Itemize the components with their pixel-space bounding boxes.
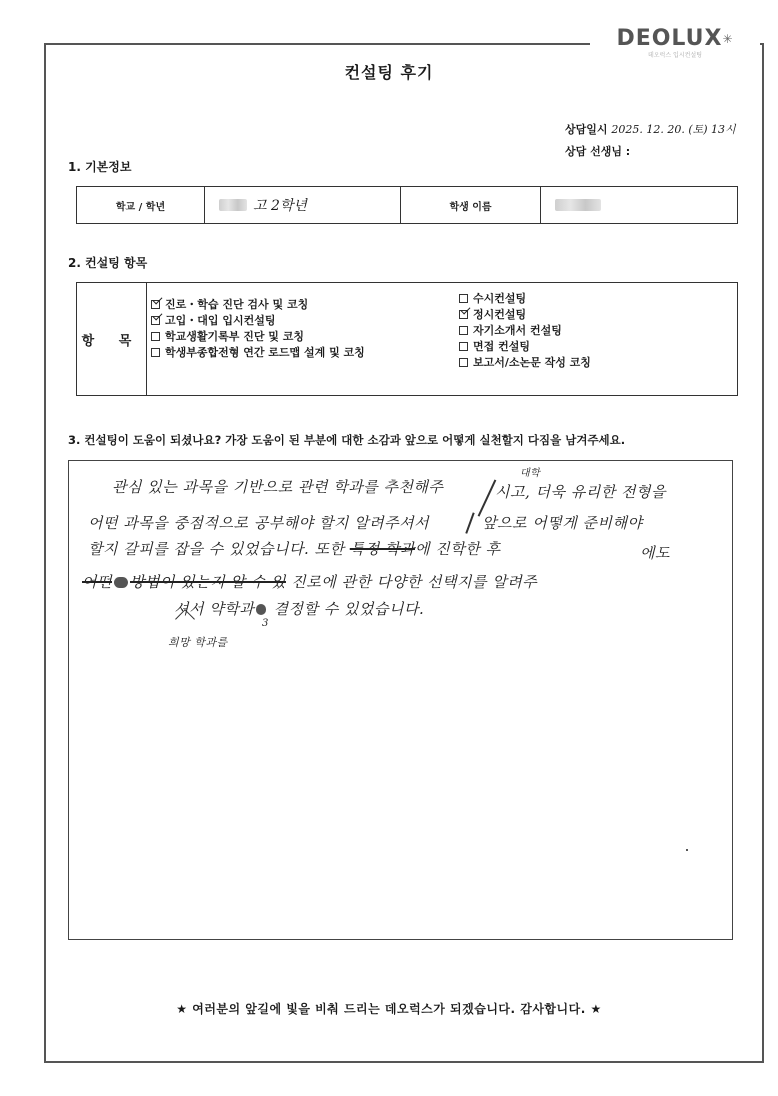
items-left-column bbox=[147, 283, 455, 395]
items-right-column bbox=[455, 283, 735, 395]
consult-teacher-label: 상담 선생님 : bbox=[565, 145, 631, 158]
option-item: 진로・학습 진단 검사 및 코칭 bbox=[151, 297, 455, 313]
handwritten-line: 앞으로 어떻게 준비해야 bbox=[482, 514, 643, 532]
student-name-header: 학생 이름 bbox=[401, 187, 541, 223]
struck-text: 어떤 bbox=[82, 573, 112, 591]
consult-date bbox=[565, 121, 736, 137]
section-basic-info-label: 1. 기본정보 bbox=[68, 160, 132, 174]
option-item: 정시컨설팅 bbox=[459, 307, 735, 323]
brand-logo-subtitle: 데오럭스 입시컨설팅 bbox=[647, 52, 703, 59]
school-grade-value: 고 2학년 bbox=[253, 198, 307, 214]
feedback-question: 3. 컨설팅이 도움이 되셨나요? 가장 도움이 된 부분에 대한 소감과 앞으로 어떻게 실천할지 다짐을 남겨주세요. bbox=[68, 433, 626, 447]
option-item: 보고서/소논문 작성 코칭 bbox=[459, 355, 735, 371]
section-items-label: 2. 컨설팅 항목 bbox=[68, 256, 148, 270]
consult-teacher bbox=[565, 143, 630, 159]
school-grade-cell bbox=[205, 187, 401, 223]
checkbox-icon[interactable] bbox=[151, 332, 160, 341]
handwritten-line: 할지 갈피를 잡을 수 있었습니다. 또한 특정 학과에 진학한 후 bbox=[88, 540, 501, 558]
consult-date-label: 상담일시 bbox=[565, 123, 608, 136]
option-item: 면접 컨설팅 bbox=[459, 339, 735, 355]
checkbox-icon[interactable] bbox=[459, 342, 468, 351]
scribble-mark bbox=[256, 604, 266, 615]
checkbox-icon[interactable] bbox=[459, 294, 468, 303]
redacted-block bbox=[219, 199, 247, 211]
handwritten-note: 희망 학과를 bbox=[168, 636, 228, 649]
basic-info-table bbox=[76, 186, 738, 224]
items-row-header: 항 목 bbox=[77, 283, 147, 395]
handwritten-line: 셔서 약학과 결정할 수 있었습니다. bbox=[174, 600, 425, 618]
option-item: 학생부종합전형 연간 로드맵 설계 및 코칭 bbox=[151, 345, 455, 361]
scribble-mark bbox=[114, 577, 128, 588]
student-name-cell bbox=[541, 187, 736, 223]
option-item: 학교생활기록부 진단 및 코칭 bbox=[151, 329, 455, 345]
checkbox-icon[interactable] bbox=[151, 348, 160, 357]
ink-dot bbox=[686, 849, 688, 851]
handwritten-insert: 대학 bbox=[520, 468, 541, 479]
checkbox-icon[interactable] bbox=[459, 358, 468, 367]
checkbox-checked-icon[interactable] bbox=[151, 300, 160, 309]
handwritten-line: 관심 있는 과목을 기반으로 관련 학과를 추천해주 bbox=[112, 478, 444, 496]
struck-text: 방법이 있는지 알 수 있 bbox=[129, 573, 286, 591]
footer-message: ★ 여러분의 앞길에 빛을 비춰 드리는 데오럭스가 되겠습니다. 감사합니다. ★ bbox=[176, 1002, 602, 1016]
checkbox-checked-icon[interactable] bbox=[459, 310, 468, 319]
page-title: 컨설팅 후기 bbox=[344, 63, 434, 82]
sparkle-icon: ✳ bbox=[722, 32, 734, 46]
brand-logo: DEOLUX✳ 데오럭스 입시컨설팅 bbox=[590, 26, 760, 62]
consulting-items-table bbox=[76, 282, 738, 396]
handwritten-mark: 3 bbox=[262, 618, 269, 629]
option-item: 자기소개서 컨설팅 bbox=[459, 323, 735, 339]
handwritten-line: 에도 bbox=[640, 544, 670, 562]
school-grade-header: 학교 / 학년 bbox=[77, 187, 205, 223]
option-item: 수시컨설팅 bbox=[459, 291, 735, 307]
consult-date-value: 2025. 12. 20. (토) 13시 bbox=[611, 123, 736, 136]
checkbox-checked-icon[interactable] bbox=[151, 316, 160, 325]
checkbox-icon[interactable] bbox=[459, 326, 468, 335]
handwritten-line: 어떤 방법이 있는지 알 수 있 진로에 관한 다양한 선택지를 알려주 bbox=[82, 573, 538, 591]
struck-text: 특정 학과 bbox=[349, 540, 415, 558]
redacted-block bbox=[555, 199, 601, 211]
handwritten-line: 어떤 과목을 중점적으로 공부해야 할지 알려주셔서 bbox=[88, 514, 430, 532]
handwritten-line: 시고, 더욱 유리한 전형을 bbox=[495, 483, 666, 501]
option-item: 고입・대입 입시컨설팅 bbox=[151, 313, 455, 329]
